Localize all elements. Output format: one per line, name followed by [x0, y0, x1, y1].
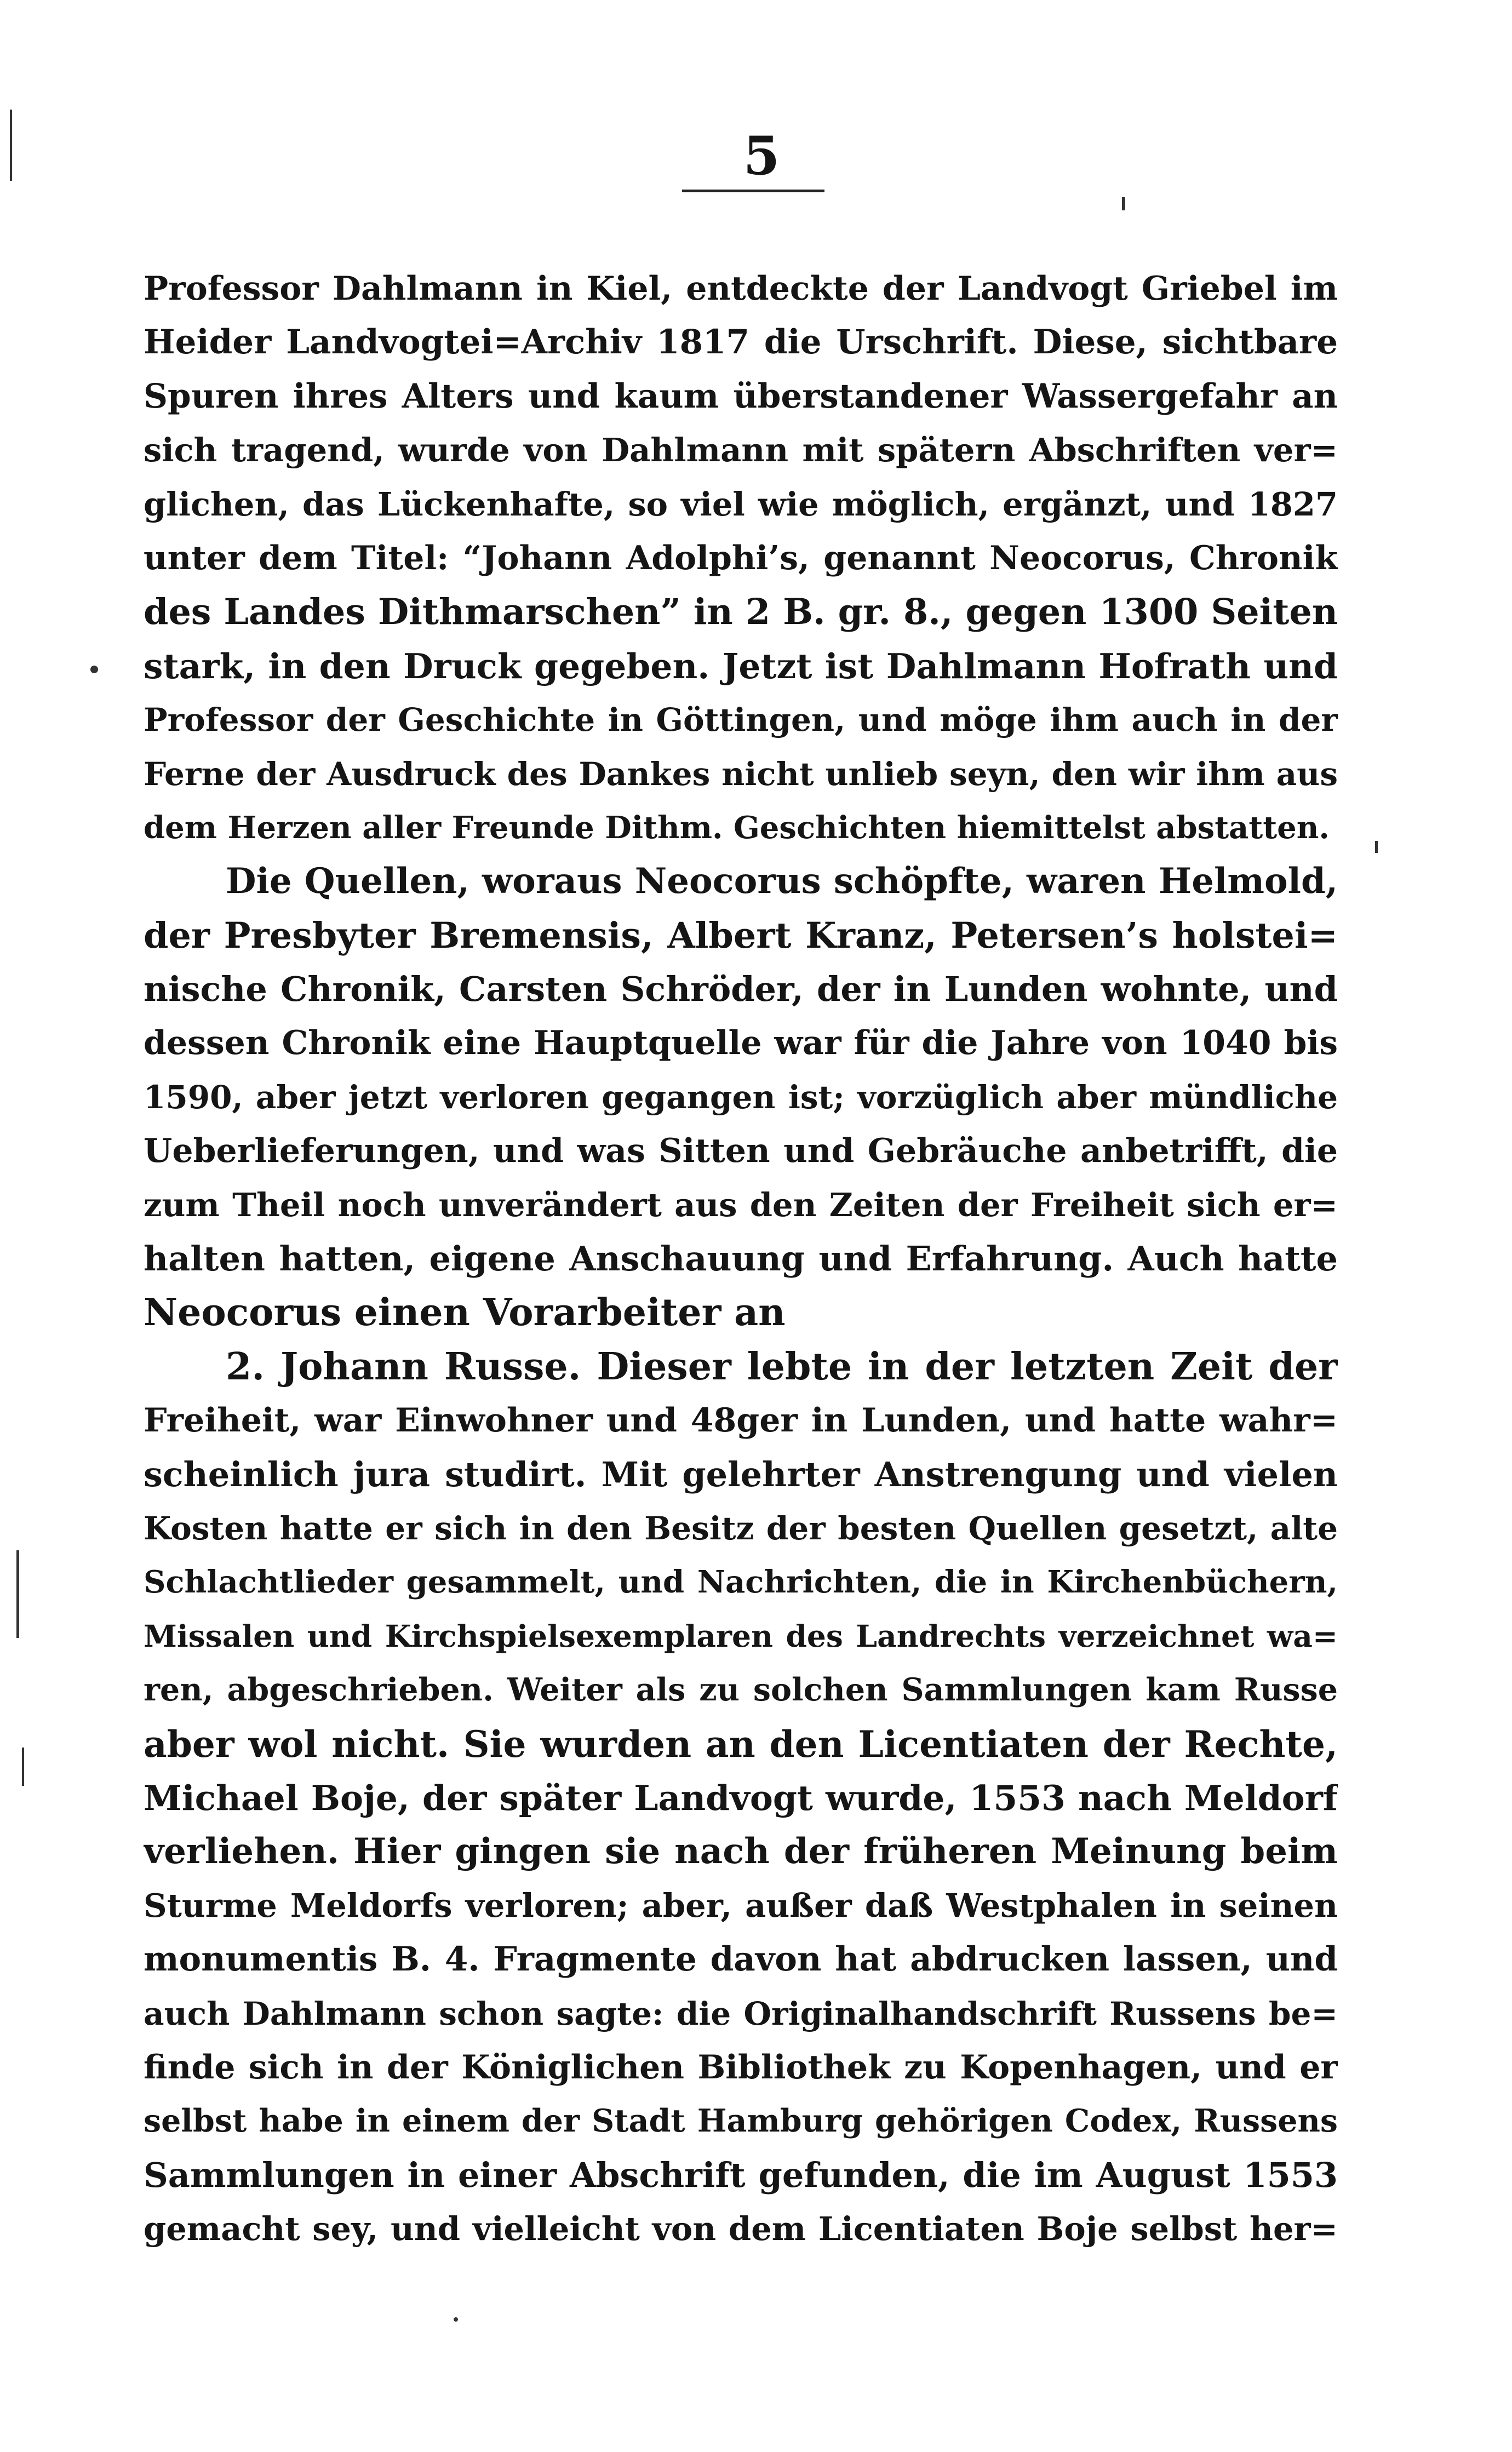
text-line: Heider Landvogtei=Archiv 1817 die Urschrift. Diese, sichtbare	[144, 323, 1338, 362]
text-line: ren, abgeschrieben. Weiter als zu solchen Sammlungen kam Russe	[144, 1671, 1338, 1709]
text-line: des Landes Dithmarschen” in 2 B. gr. 8., gegen 1300 Seiten	[144, 591, 1338, 633]
text-line: Missalen und Kirchspielsexemplaren des Landrechts verzeichnet wa=	[144, 1618, 1338, 1654]
speck	[90, 666, 98, 673]
text-line: gemacht sey, und vielleicht von dem Licentiaten Boje selbst her=	[144, 2210, 1338, 2248]
margin-mark	[16, 1550, 19, 1638]
text-line: verliehen. Hier gingen sie nach der früheren Meinung beim	[144, 1831, 1338, 1872]
text-line: Sammlungen in einer Abschrift gefunden, die im August 1553	[144, 2155, 1338, 2195]
text-line: zum Theil noch unverändert aus den Zeiten der Freiheit sich er=	[144, 1185, 1338, 1224]
text-line: Neocorus einen Vorarbeiter an	[144, 1291, 786, 1335]
text-line: Ueberlieferungen, und was Sitten und Gebräuche anbetrifft, die	[144, 1132, 1338, 1171]
text-line: dessen Chronik eine Hauptquelle war für die Jahre von 1040 bis	[144, 1024, 1338, 1063]
text-line: Spuren ihres Alters und kaum überstandener Wassergefahr an	[144, 376, 1338, 416]
text-line: 2. Johann Russe. Dieser lebte in der letzten Zeit der	[226, 1344, 1338, 1389]
margin-mark	[22, 1748, 24, 1786]
text-line: Ferne der Ausdruck des Dankes nicht unlieb seyn, den wir ihm aus	[144, 755, 1338, 793]
text-line: dem Herzen aller Freunde Dithm. Geschichten hiemittelst abstatten.	[144, 809, 1330, 846]
text-line: scheinlich jura studirt. Mit gelehrter Anstrengung und vielen	[144, 1454, 1338, 1494]
text-line: Michael Boje, der später Landvogt wurde, 1553 nach Meldorf	[144, 1777, 1338, 1818]
text-line: monumentis B. 4. Fragmente davon hat abdrucken lassen, und	[144, 1940, 1338, 1979]
text-line: glichen, das Lückenhafte, so viel wie möglich, ergänzt, und 1827	[144, 485, 1338, 523]
text-line: Schlachtlieder gesammelt, und Nachrichten, die in Kirchenbüchern,	[144, 1564, 1338, 1601]
text-line: nische Chronik, Carsten Schröder, der in Lunden wohnte, und	[144, 969, 1338, 1010]
page-number: 5	[743, 125, 780, 187]
text-line: aber wol nicht. Sie wurden an den Licentiaten der Rechte,	[144, 1722, 1338, 1766]
speck	[454, 2317, 458, 2322]
body-text	[144, 262, 1338, 2256]
text-line: Freiheit, war Einwohner und 48ger in Lunden, und hatte wahr=	[144, 1401, 1338, 1440]
text-line: auch Dahlmann schon sagte: die Originalhandschrift Russens be=	[144, 1995, 1338, 2032]
text-line: selbst habe in einem der Stadt Hamburg gehörigen Codex, Russens	[144, 2102, 1338, 2140]
text-line: Professor Dahlmann in Kiel, entdeckte der Landvogt Griebel im	[144, 270, 1338, 308]
speck	[1122, 197, 1125, 210]
text-line: stark, in den Druck gegeben. Jetzt ist Dahlmann Hofrath und	[144, 645, 1338, 686]
text-line: Die Quellen, woraus Neocorus schöpfte, waren Helmold,	[226, 861, 1338, 902]
text-line: der Presbyter Bremensis, Albert Kranz, Petersen’s holstei=	[144, 914, 1338, 956]
text-line: finde sich in der Königlichen Bibliothek zu Kopenhagen, und er	[144, 2048, 1338, 2087]
text-line: sich tragend, wurde von Dahlmann mit spätern Abschriften ver=	[144, 431, 1338, 469]
text-line: 1590, aber jetzt verloren gegangen ist; vorzüglich aber mündliche	[144, 1078, 1338, 1116]
margin-mark	[10, 110, 12, 181]
text-line: Kosten hatte er sich in den Besitz der besten Quellen gesetzt, alte	[144, 1509, 1338, 1547]
text-line: Professor der Geschichte in Göttingen, und möge ihm auch in der	[144, 701, 1338, 739]
text-line: Sturme Meldorfs verloren; aber, außer daß Westphalen in seinen	[144, 1886, 1338, 1924]
header-rule	[682, 190, 824, 192]
speck	[1375, 841, 1378, 853]
text-line: unter dem Titel: “Johann Adolphi’s, genannt Neocorus, Chronik	[144, 538, 1338, 577]
text-line: halten hatten, eigene Anschauung und Erfahrung. Auch hatte	[144, 1239, 1338, 1279]
